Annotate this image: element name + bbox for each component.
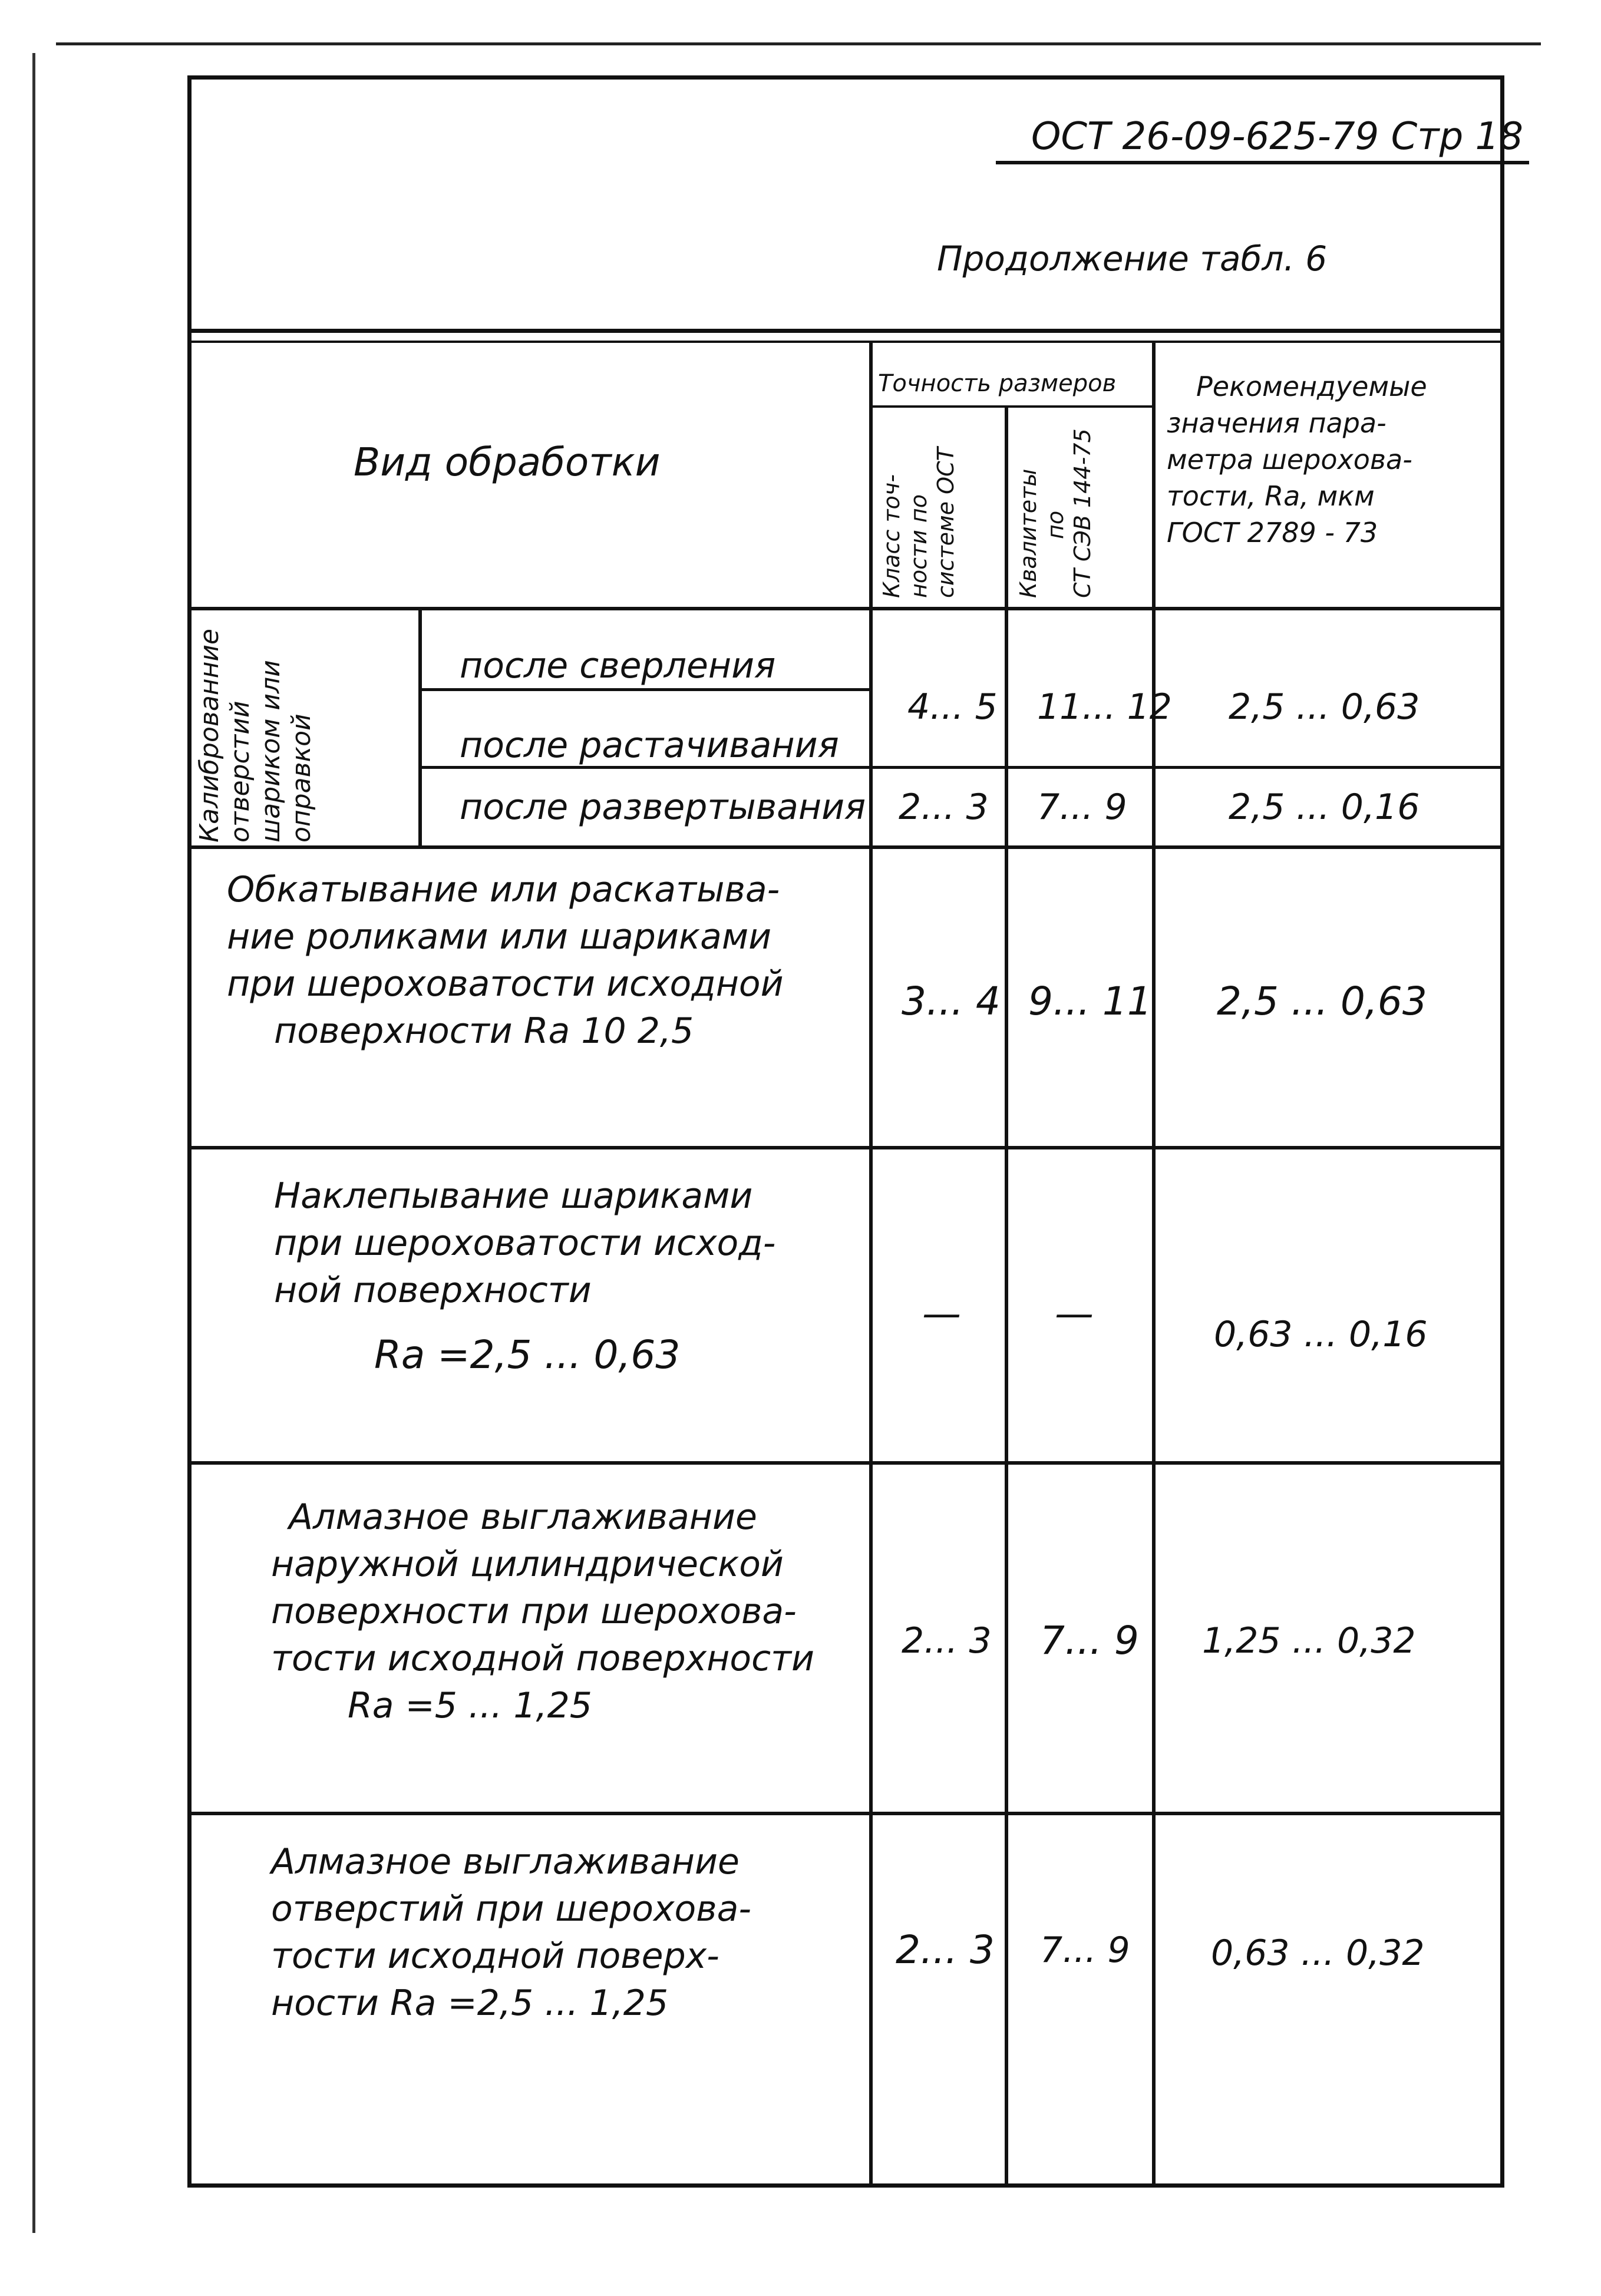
row-divider-3 (187, 1461, 1504, 1465)
table-row-quality: 7... 9 (1040, 1618, 1139, 1663)
group-row-roughness: 2,5 ... 0,16 (1229, 787, 1420, 828)
table-row-roughness: 0,63 ... 0,16 (1214, 1314, 1428, 1355)
table-row-roughness: 1,25 ... 0,32 (1202, 1620, 1416, 1661)
header-accuracy-class-line: ности по (906, 494, 932, 598)
process-line: поверхности при шерохова- (271, 1591, 797, 1632)
process-line: тости исходной поверх- (271, 1935, 719, 1977)
process-line: Алмазное выглаживание (271, 1841, 740, 1882)
group-row-quality: 7... 9 (1037, 787, 1127, 828)
table-row-process (227, 866, 784, 1055)
header-roughness-line: метра шерохова- (1167, 444, 1412, 475)
group-label-line: отверстий (225, 701, 255, 843)
header-roughness (1167, 368, 1427, 551)
table-continuation-label: Продолжение табл. 6 (937, 239, 1328, 279)
table-row-quality: 7... 9 (1040, 1930, 1130, 1971)
table-row-process (271, 1494, 814, 1729)
header-process: Вид обработки (354, 440, 661, 485)
col-divider-accuracy (1005, 407, 1008, 2188)
group-label (194, 629, 317, 843)
accuracy-subheader-line (869, 405, 1152, 408)
table-top-border (187, 329, 1504, 333)
process-line: поверхности Ra 10 2,5 (274, 1010, 694, 1052)
group-merged-accuracy-class: 4... 5 (907, 686, 998, 728)
process-line: отверстий при шерохова- (271, 1888, 752, 1930)
row-divider-4 (187, 1812, 1504, 1815)
col-divider-process (869, 342, 873, 2188)
table-row-accuracy-class: 2... 3 (896, 1927, 995, 1973)
table-row-accuracy-class: — (922, 1291, 961, 1336)
table-row-quality: — (1055, 1291, 1094, 1336)
group-merged-quality: 11... 12 (1037, 686, 1172, 728)
group-row-process: после развертывания (460, 787, 866, 828)
table-row-roughness: 2,5 ... 0,63 (1217, 979, 1427, 1024)
table-row-quality: 9... 11 (1028, 979, 1152, 1024)
process-line: Обкатывание или раскатыва- (227, 869, 780, 910)
process-line: Ra =5 ... 1,25 (348, 1685, 592, 1726)
group-row-process: после сверления (460, 645, 776, 686)
header-roughness-line: Рекомендуемые (1196, 371, 1427, 402)
process-line: тости исходной поверхности (271, 1638, 815, 1679)
table-row-process (274, 1172, 775, 1379)
table-row-process (271, 1838, 751, 2027)
process-line: Ra =2,5 ... 0,63 (374, 1332, 681, 1377)
header-quality-line: по (1042, 510, 1068, 539)
table-row-accuracy-class: 3... 4 (902, 979, 1001, 1024)
header-quality-line: Квалитеты (1015, 468, 1041, 598)
group-merged-roughness: 2,5 ... 0,63 (1229, 686, 1420, 728)
table-row-accuracy-class: 2... 3 (902, 1620, 992, 1661)
header-roughness-line: тости, Ra, мкм (1167, 480, 1375, 512)
row-divider-1 (187, 845, 1504, 849)
process-line: ние роликами или шариками (227, 916, 772, 957)
table-row-roughness: 0,63 ... 0,32 (1211, 1932, 1425, 1974)
header-roughness-line: ГОСТ 2789 - 73 (1167, 517, 1378, 549)
header-accuracy-class-line: Класс точ- (879, 474, 905, 598)
document-code: ОСТ 26-09-625-79 Стр 18 (996, 115, 1529, 164)
group-row-accuracy-class: 2... 3 (899, 787, 989, 828)
header-quality-line: СТ СЭВ 144-75 (1069, 428, 1095, 598)
scan-edge-top (56, 42, 1541, 45)
header-roughness-line: значения пара- (1167, 407, 1387, 439)
scan-edge-left (32, 53, 35, 2233)
process-line: при шероховатости исходной (227, 963, 784, 1005)
group-label-line: шариком или (256, 660, 286, 843)
group-label-line: Калиброванние (194, 629, 225, 843)
header-quality (1015, 428, 1096, 598)
header-bottom-border (187, 607, 1504, 610)
process-line: при шероховатости исход- (274, 1223, 776, 1264)
process-line: Наклепывание шариками (274, 1175, 753, 1217)
process-line: ности Ra =2,5 ... 1,25 (271, 1983, 669, 2024)
header-accuracy-class (878, 447, 959, 598)
group-row-process: после растачивания (460, 725, 839, 766)
header-accuracy: Точность размеров (878, 370, 1117, 397)
row-divider-2 (187, 1146, 1504, 1149)
col-divider-group (418, 610, 422, 846)
header-accuracy-class-line: системе ОСТ (933, 447, 959, 598)
table-top-border-double (187, 341, 1504, 343)
col-divider-quality (1152, 342, 1156, 2188)
process-line: наружной цилиндрической (271, 1544, 784, 1585)
group-label-line: оправкой (286, 713, 316, 843)
process-line: ной поверхности (274, 1270, 592, 1311)
process-line: Алмазное выглаживание (289, 1496, 757, 1538)
